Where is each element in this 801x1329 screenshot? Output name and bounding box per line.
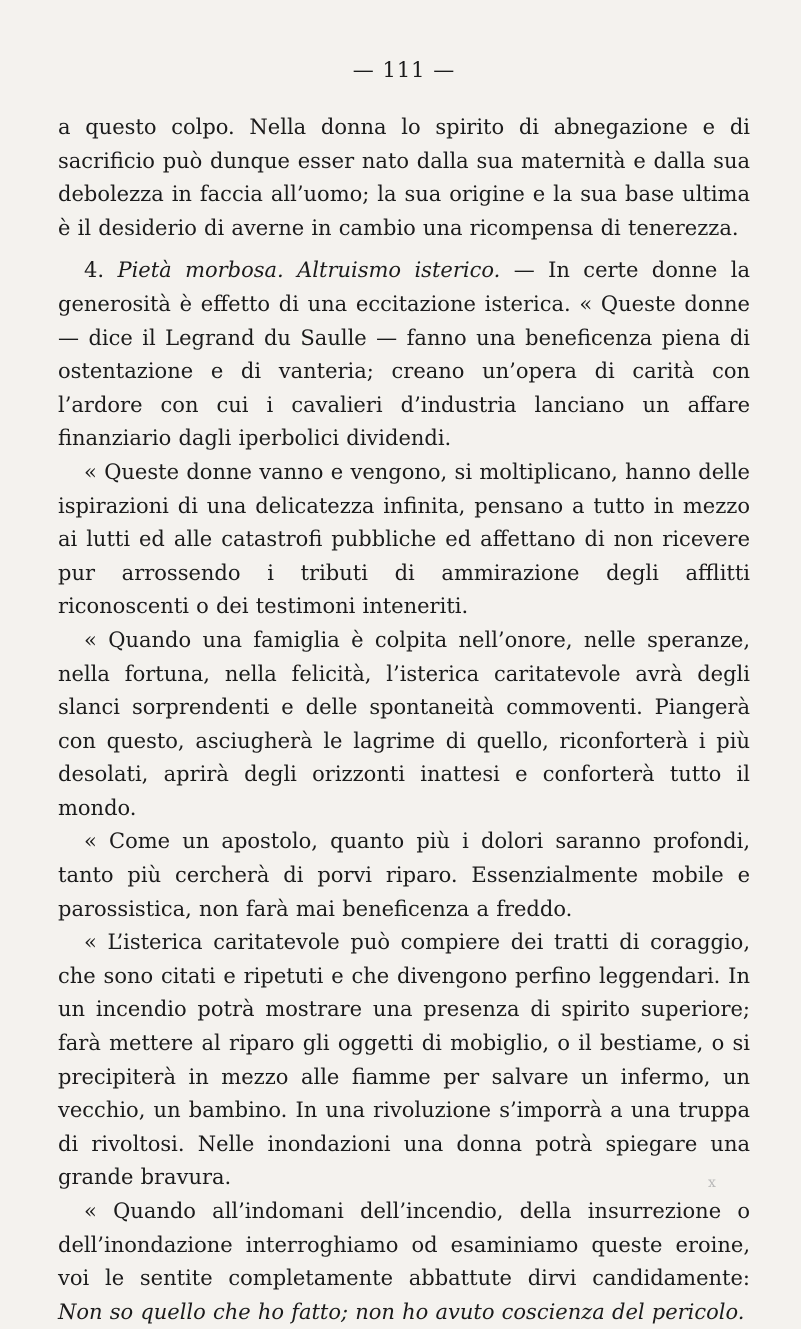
- page-number: — 111 —: [352, 58, 456, 82]
- paragraph-text: « Quando all’indomani dell’incendio, della insurrezione o dell’inondazione interroghiamo od esaminiamo queste eroine, voi le sentite completamente abbattute dirvi candidamente:: [58, 1199, 750, 1291]
- page-mark: ⅹ: [708, 1175, 716, 1191]
- section-title: Pietà morbosa. Altruismo isterico.: [117, 258, 501, 283]
- book-page: [58, 60, 750, 1329]
- section-number: 4.: [84, 258, 105, 283]
- section-text: — In certe donne la generosità è effetto di una eccitazione isterica. « Queste donne — dice il Legrand du Saulle — fanno una beneficenza piena di ostentazione e di vanteria; creano un’opera di carità con l’ardore con cui i cavalieri d’industria lanciano un affare finanziario dagli iperbolici dividendi.: [58, 258, 750, 451]
- page-body: [58, 111, 750, 1329]
- paragraph-continuation: a questo colpo. Nella donna lo spirito di abnegazione e di sacrificio può dunque esser nato dalla sua maternità e dalla sua debolezza in faccia all’uomo; la sua origine e la sua base ultima è il desiderio di averne in cambio una ricompensa di tenerezza.: [58, 115, 750, 240]
- section-paragraph: [58, 254, 750, 456]
- paragraph: « L’isterica caritatevole può compiere dei tratti di coraggio, che sono citati e ripetuti e che divengono perfino leggendari. In un incendio potrà mostrare una presenza di spirito superiore; farà mettere al riparo gli oggetti di mobiglio, o il bestiame, o si precipiterà in mezzo alle fiamme per salvare un infermo, un vecchio, un bambino. In una rivoluzione s’imporrà a una truppa di rivoltosi. Nelle inondazioni una donna potrà spiegare una grande bravura.: [58, 930, 750, 1190]
- italic-quote: Non so quello che ho fatto; non ho avuto coscienza del pericolo.: [58, 1299, 745, 1324]
- paragraph: « Come un apostolo, quanto più i dolori saranno profondi, tanto più cercherà di porvi riparo. Essenzialmente mobile e parossistica, non farà mai beneficenza a freddo.: [58, 829, 750, 921]
- paragraph-final: [58, 1195, 750, 1329]
- paragraph: « Quando una famiglia è colpita nell’onore, nelle speranze, nella fortuna, nella felicità, l’isterica caritatevole avrà degli slanci sorprendenti e delle spontaneità commoventi. Piangerà con questo, asciugherà le lagrime di quello, riconforterà i più desolati, aprirà degli orizzonti inattesi e conforterà tutto il mondo.: [58, 627, 750, 820]
- paragraph: « Queste donne vanno e vengono, si moltiplicano, hanno delle ispirazioni di una delicatezza infinita, pensano a tutto in mezzo ai lutti ed alle catastrofi pubbliche ed affettano di non ricevere pur arrossendo i tributi di ammirazione degli afflitti riconoscenti o dei testimoni inteneriti.: [58, 459, 750, 619]
